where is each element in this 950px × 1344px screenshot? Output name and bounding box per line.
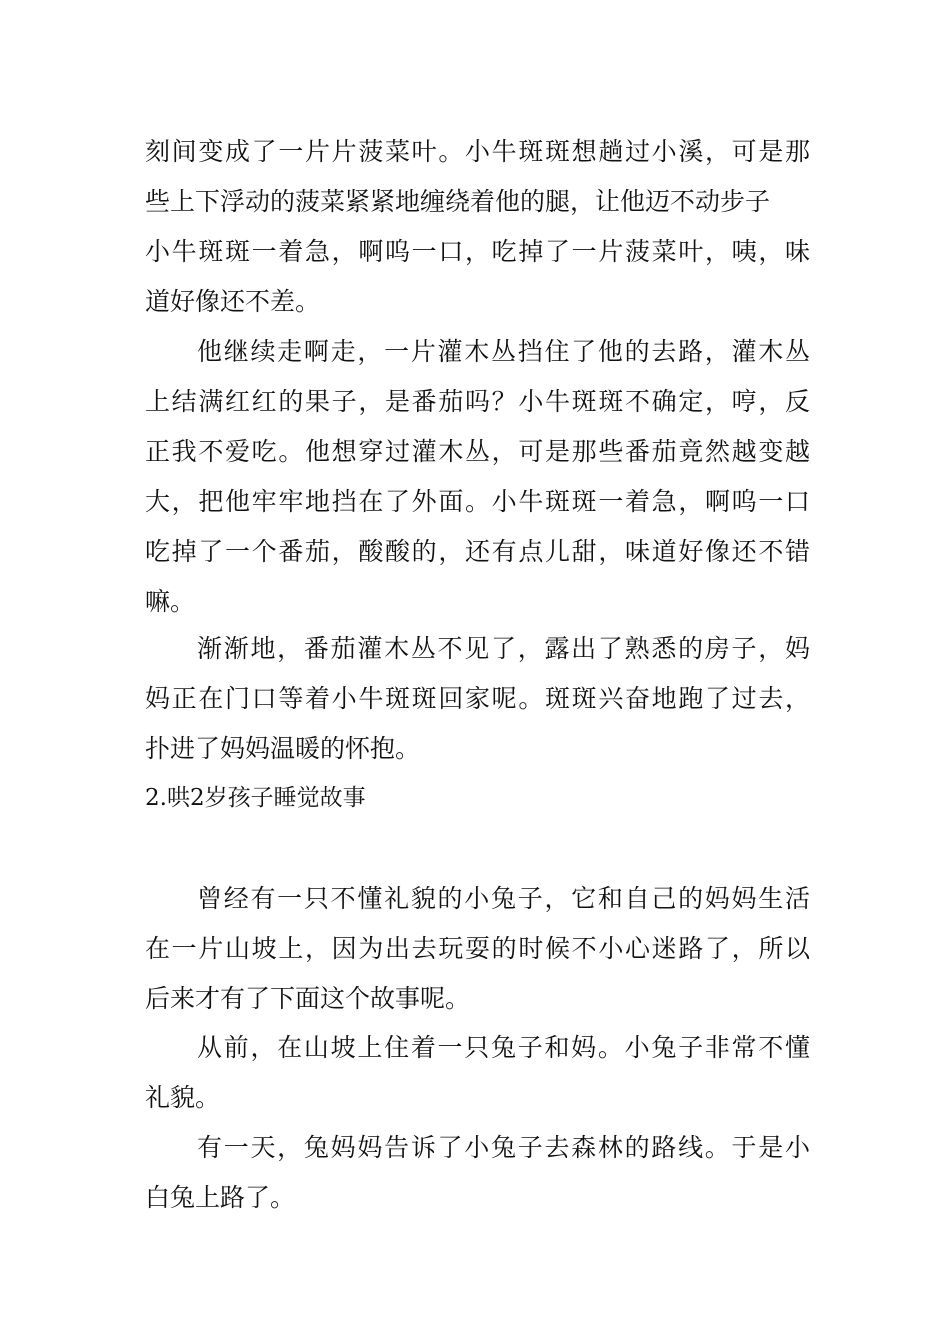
text-line: 白兔上路了。 — [145, 1183, 296, 1212]
text-line: 上结满红红的果子，是番茄吗？小牛斑斑不确定，哼，反 — [145, 387, 810, 416]
story2-paragraph-3 — [145, 1123, 810, 1223]
text-line: 他继续走啊走，一片灌木丛挡住了他的去路，灌木丛 — [197, 337, 810, 366]
text-line: 扑进了妈妈温暖的怀抱。 — [145, 734, 421, 763]
text-line: 些上下浮动的菠菜紧紧地缠绕着他的腿，让他迈不动步子 — [145, 187, 771, 216]
text-line: 渐渐地，番茄灌木丛不见了，露出了熟悉的房子，妈 — [197, 634, 810, 663]
text-line: 嘛。 — [145, 587, 196, 616]
text-line: 小牛斑斑一着急，啊呜一口，吃掉了一片菠菜叶，咦，味 — [145, 237, 810, 266]
text-line: 妈正在门口等着小牛斑斑回家呢。斑斑兴奋地跑了过去， — [145, 684, 810, 713]
text-line: 道好像还不差。 — [145, 287, 321, 316]
story2-paragraph-1 — [145, 874, 810, 1024]
story2-paragraph-2 — [145, 1023, 810, 1123]
text-line: 在一片山坡上，因为出去玩耍的时候不小心迷路了，所以 — [145, 934, 810, 963]
text-line: 刻间变成了一片片菠菜叶。小牛斑斑想趟过小溪，可是那 — [145, 137, 810, 166]
text-line: 从前，在山坡上住着一只兔子和妈。小兔子非常不懂 — [197, 1033, 810, 1062]
story1-paragraph-1 — [145, 127, 810, 327]
text-line: 吃掉了一个番茄，酸酸的，还有点儿甜，味道好像还不错 — [145, 537, 810, 566]
text-line: 大，把他牢牢地挡在了外面。小牛斑斑一着急，啊呜一口 — [145, 487, 810, 516]
story1-paragraph-3 — [145, 624, 810, 774]
text-line: 有一天，兔妈妈告诉了小兔子去森林的路线。于是小 — [197, 1133, 810, 1162]
story1-paragraph-2 — [145, 327, 810, 627]
text-line: 礼貌。 — [145, 1083, 221, 1112]
text-line: 正我不爱吃。他想穿过灌木丛，可是那些番茄竟然越变越 — [145, 437, 810, 466]
text-line: 曾经有一只不懂礼貌的小兔子，它和自己的妈妈生活 — [197, 884, 810, 913]
section-heading: 2.哄2岁孩子睡觉故事 — [145, 785, 366, 811]
text-line: 后来才有了下面这个故事呢。 — [145, 984, 471, 1013]
